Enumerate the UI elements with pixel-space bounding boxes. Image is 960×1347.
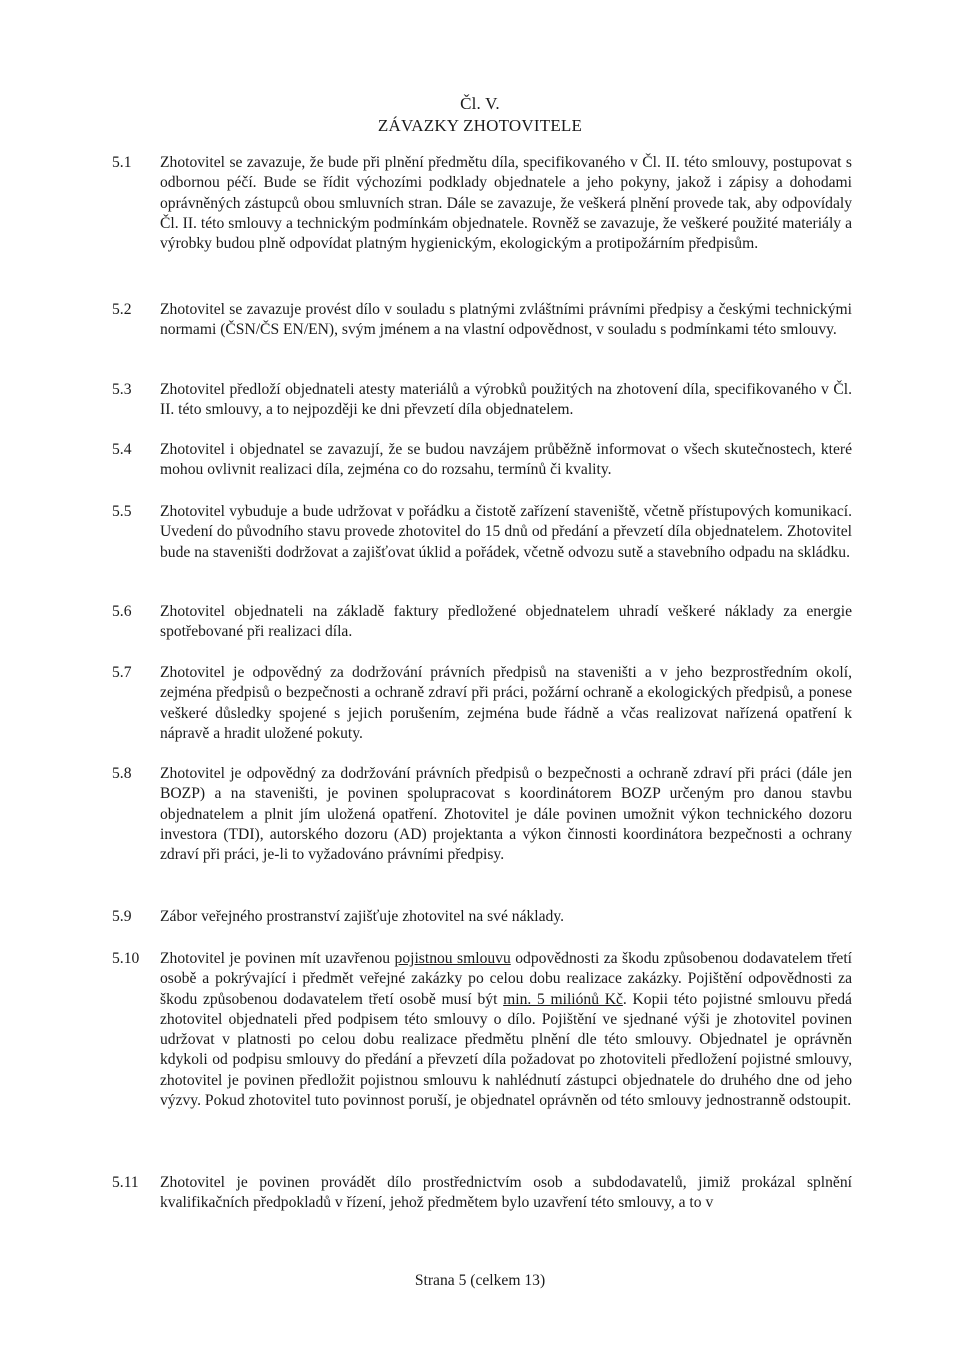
clause-number: 5.10 xyxy=(112,950,140,967)
clause-5-1 xyxy=(112,153,852,254)
article-number: Čl. V. xyxy=(460,94,500,113)
clause-number: 5.9 xyxy=(112,908,132,925)
clause-text: Zhotovitel vybuduje a bude udržovat v pořádku a čistotě zařízení staveniště, včetně přístupových komunikací. Uvedení do původního stavu provede zhotovitel do 15 dnů od předání a převzetí díla objednatelem. Zhotovitel bude na staveništi dodržovat a zajišťovat úklid a pořádek, včetně odvozu sutě a stavebního odpadu na skládku. xyxy=(160,503,852,561)
insurance-contract-underlined: pojistnou smlouvu xyxy=(394,950,511,967)
clause-number: 5.2 xyxy=(112,301,132,318)
clause-text-part: . Kopii této pojistné smlouvu předá zhotovitel objednateli před podpisem této smlouvy o dílo. Pojištění ve sjednané výši je zhotovitel povinen udržovat v platnosti po celou dobu realizace předmětu plnění dle této smlouvy. Objednatel je oprávněn kdykoli od podpisu smlouvy do předání a převzetí díla požadovat po zhotoviteli předložení pojistné smlouvy, zhotovitel je povinen předložit pojistnou smlouvu k nahlédnutí zástupci objednatele do druhého dne od jeho výzvy. Pokud zhotovitel tuto povinnost poruší, je objednatel oprávněn od této smlouvy jednostranně odstoupit. xyxy=(160,990,852,1110)
clause-number: 5.5 xyxy=(112,503,132,520)
clause-5-7 xyxy=(112,663,852,744)
clause-5-8 xyxy=(112,764,852,865)
clause-5-5 xyxy=(112,502,852,563)
clause-text: Zhotovitel je povinen provádět dílo prostřednictvím osob a subdodavatelů, jimiž prokázal splnění kvalifikačních předpokladů v řízení, jehož předmětem bylo uzavření této smlouvy, a to v xyxy=(160,1174,852,1212)
clause-text: Zhotovitel i objednatel se zavazují, že se budou navzájem průběžně informovat o všech skutečnostech, které mohou ovlivnit realizaci díla, zejména co do rozsahu, termínů či kvality. xyxy=(160,441,852,479)
clause-5-6 xyxy=(112,602,852,643)
clause-5-4 xyxy=(112,440,852,481)
clause-text: Zhotovitel se zavazuje provést dílo v souladu s platnými zvláštními právními předpisy a českými technickými normami (ČSN/ČS EN/EN), svým jménem a na vlastní odpovědnost, v souladu s podmínkami této smlouvy. xyxy=(160,301,852,339)
clause-text xyxy=(160,949,852,1111)
clause-text: Zhotovitel se zavazuje, že bude při plnění předmětu díla, specifikovaného v Čl. II. této smlouvy, postupovat s odbornou péčí. Bude se řídit výchozími podklady objednatele a jeho pokyny, jakož i zápisy a dohodami oprávněných zástupců obou smluvních stran. Dále se zavazuje, že veškerá plnění provede tak, aby odpovídaly Čl. II. této smlouvy a technickým podmínkám objednatele. Rovněž se zavazuje, že veškeré použité materiály a výrobky budou plně odpovídat platným hygienickým, ekologickým a protipožárním předpisům. xyxy=(160,154,852,253)
clause-text-part: odpovědnosti za škodu způsobenou dodavatelem třetí osobě a pokrývající i předmět veřejné zakázky po celou dobu realizace zakázky. Pojištění odpovědnosti za škodu způsobenou dodavatelem třetí osobě musí být xyxy=(160,950,852,1008)
clause-text: Zhotovitel objednateli na základě faktury předložené objednatelem uhradí veškeré náklady za energie spotřebované při realizaci díla. xyxy=(160,603,852,641)
page-number: Strana 5 (celkem 13) xyxy=(414,1272,546,1289)
clause-text: Zhotovitel je odpovědný za dodržování právních předpisů na staveništi a v jeho bezprostředním okolí, zejména předpisů o bezpečnosti a ochraně zdraví při práci, požární ochraně a ekologických předpisů, a ponese veškeré důsledky spojené s jejich porušením, zejména bude řádně a včas realizovat nařízená opatření k nápravě a hradit uložené pokuty. xyxy=(160,664,852,742)
clause-number: 5.7 xyxy=(112,664,132,681)
clause-number: 5.6 xyxy=(112,603,132,620)
article-title: ZÁVAZKY ZHOTOVITELE xyxy=(377,116,583,135)
clause-text: Zhotovitel předloží objednateli atesty materiálů a výrobků použitých na zhotovení díla, specifikovaného v Čl. II. této smlouvy, a to nejpozději ke dni převzetí díla objednatelem. xyxy=(160,381,852,419)
clause-text-part: Zhotovitel je povinen mít uzavřenou xyxy=(160,950,391,967)
clause-number: 5.1 xyxy=(112,154,132,171)
clause-number: 5.8 xyxy=(112,765,132,782)
clause-text: Zhotovitel je odpovědný za dodržování právních předpisů o bezpečnosti a ochraně zdraví při práci (dále jen BOZP) a na staveništi, je povinen spolupracovat s koordinátorem BOZP určeným pro danou stavbu objednatelem a plnit jím uložená opatření. Zhotovitel je dále povinen umožnit výkon technického dozoru investora (TDI), autorského dozoru (AD) projektanta a výkon činnosti koordinátora bezpečnosti a ochrany zdraví při práci, je-li to vyžadováno právními předpisy. xyxy=(160,765,852,864)
clause-5-2 xyxy=(112,300,852,341)
clause-5-9 xyxy=(112,907,852,927)
clause-5-11 xyxy=(112,1173,852,1214)
clause-number: 5.4 xyxy=(112,441,132,458)
clause-5-3 xyxy=(112,380,852,421)
clause-text: Zábor veřejného prostranství zajišťuje zhotovitel na své náklady. xyxy=(160,908,565,925)
min-amount-underlined: min. 5 miliónů Kč xyxy=(503,990,623,1008)
clause-number: 5.11 xyxy=(112,1174,139,1191)
clause-number: 5.3 xyxy=(112,381,132,398)
clause-5-10 xyxy=(112,949,852,1111)
